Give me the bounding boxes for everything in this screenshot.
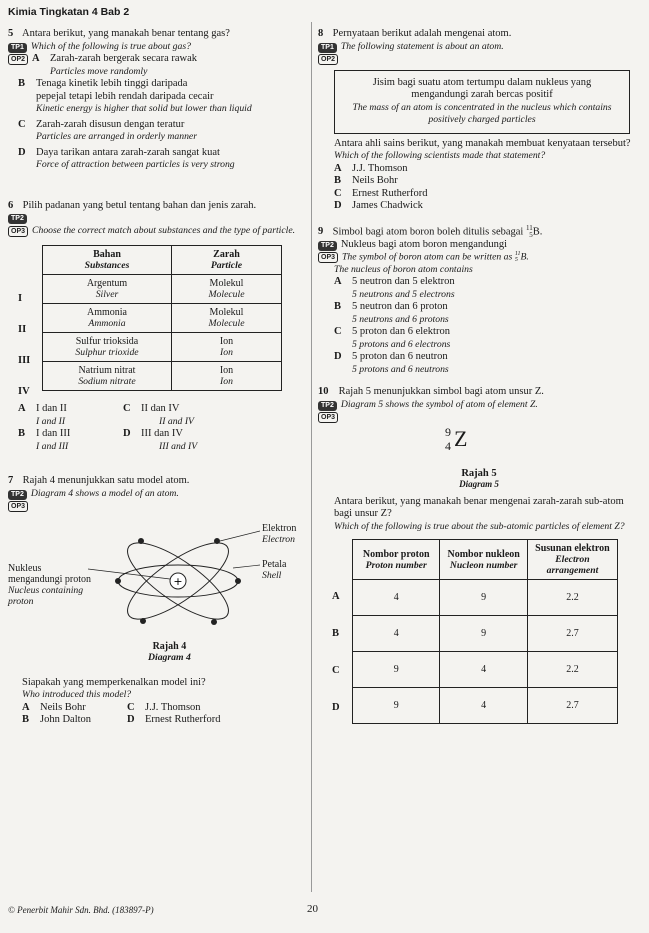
question-7 [8,475,308,727]
element-symbol: Z [454,425,468,451]
stem-en: Which of the following is true about gas? [30,40,191,52]
stem-en: Choose the correct match about substances and the type of particle. [32,224,296,236]
option-b[interactable]: I dan III [36,428,71,439]
option-c-bm[interactable]: Zarah-zarah disusun dengan teratur [36,118,185,130]
table-row[interactable] [353,688,618,724]
option-c[interactable]: II dan IV [141,403,180,414]
svg-text:+: + [173,574,183,588]
electron-dot [214,538,220,544]
header-proton-en: Proton number [365,559,427,571]
sub-stem-bm: Nukleus bagi atom boron mengandungi [340,238,508,250]
electron-dot [235,578,241,584]
cell-electron: 2.2 [527,580,617,616]
stem-en: Diagram 4 shows a model of an atom. [30,487,179,499]
cell-substance-en: Sodium nitrate [78,376,136,387]
option-d-en: III and IV [159,440,198,452]
question-number: 7 [8,475,14,486]
option-a[interactable]: Neils Bohr [40,701,86,713]
cell-substance-bm: Ammonia [87,307,127,318]
electron-label-bm: Elektron [262,522,297,534]
option-d[interactable]: III dan IV [141,428,183,439]
cell-substance-en: Sulphur trioxide [75,347,139,358]
option-letter: B [18,428,26,439]
option-b-en: Kinetic energy is higher that solid but lower than liquid [36,103,252,114]
tp-badge: TP1 [8,43,27,53]
option-letter: B [18,78,26,89]
option-letter: A [18,403,26,414]
stem-en: The symbol of boron atom can be written as [342,251,513,263]
tp-badge: TP2 [318,401,337,411]
atomic-number: 5 [529,230,533,239]
electron-dot [140,618,146,624]
option-a[interactable]: I dan II [36,403,67,414]
op-badge: OP3 [8,226,28,237]
option-b[interactable]: John Dalton [40,714,92,725]
mass-number-en: 11 [514,251,521,257]
cell-electron: 2.7 [527,616,617,652]
option-c[interactable]: Ernest Rutherford [352,187,428,199]
publisher-footer: © Penerbit Mahir Sdn. Bhd. (183897-P) [8,905,154,915]
cell-nucleon: 4 [440,652,527,688]
option-d[interactable]: Ernest Rutherford [145,714,221,725]
cell-nucleon: 9 [440,616,527,652]
electron-label [262,523,296,545]
option-letter: A [334,276,342,288]
option-c-en: 5 protons and 6 electrons [352,338,451,350]
nucleus-label [8,563,91,607]
stem-bm: Pilih padanan yang betul tentang bahan dan jenis zarah. [22,199,257,211]
electron-dot [115,578,121,584]
option-letter: D [334,200,342,211]
header-particle-en: Particle [210,260,243,271]
option-a[interactable]: J.J. Thomson [352,162,408,174]
shell-label [262,559,286,581]
option-letter: D [127,714,135,725]
stem-bm: Rajah 4 menunjukkan satu model atom. [22,475,190,486]
stem-en: Diagram 5 shows the symbol of atom of element Z. [340,398,538,410]
element-z-symbol [318,426,640,464]
nucleus-label-en2: proton [8,595,34,607]
atomic-number-en: 5 [514,257,518,263]
stem-period-en: . [526,251,529,263]
substance-table [42,245,282,391]
cell-substance-bm: Sulfur trioksida [75,336,139,347]
diagram-4-caption [148,641,191,663]
option-a-en: I and II [36,415,66,427]
cell-substance-en: Ammonia [88,318,126,329]
element-symbol: B [532,225,540,237]
question-number: 5 [8,28,14,39]
q10-question-bm: Antara berikut, yang manakah benar mengenai zarah-zarah sub-atom bagi unsur Z? [334,495,624,520]
cell-particle-en: Ion [220,347,233,358]
q7-question-bm: Siapakah yang memperkenalkan model ini? [22,676,206,688]
option-d-en: 5 protons and 6 neutrons [352,363,449,375]
caption-en: Diagram 4 [148,651,191,663]
row-label: IV [18,386,30,397]
row-label: I [18,293,23,304]
statement-en: The mass of an atom is concentrated in the nucleus which contains positively charged particles [352,101,612,125]
caption-en: Diagram 5 [459,478,499,489]
q6-options [18,403,308,453]
caption-bm: Rajah 5 [461,467,497,479]
option-c[interactable]: J.J. Thomson [145,701,201,713]
op-badge: OP3 [318,412,338,423]
header-substance-en: Substances [84,260,130,271]
cell-nucleon: 4 [440,688,527,724]
electron-dot [211,619,217,625]
electron-label-en: Electron [262,533,295,545]
row-label: A [332,591,340,603]
table-row [43,275,282,304]
cell-proton: 9 [353,652,440,688]
atomic-number: 4 [445,438,451,453]
option-d-bm[interactable]: Daya tarikan antara zarah-zarah sangat kuat [36,146,220,158]
op-badge: OP2 [8,54,28,65]
question-6 [8,200,308,454]
cell-particle-en: Molecule [208,289,245,300]
option-letter: D [18,146,26,158]
cell-substance-bm: Natrium nitrat [78,365,136,376]
tp-badge: TP2 [318,241,337,251]
option-d-en: Force of attraction between particles is very strong [36,159,235,170]
cell-substance-bm: Argentum [86,278,128,289]
boron-symbol-indices [526,225,533,239]
option-letter: C [123,403,131,414]
option-c-en: II and IV [159,415,194,427]
cell-particle-bm: Ion [219,336,234,347]
mass-number: 11 [525,223,533,232]
question-number: 10 [318,386,329,398]
row-label: C [332,665,340,677]
nucleus-label-bm2: mengandungi proton [8,573,92,585]
row-label: II [18,324,27,335]
option-b[interactable]: Neils Bohr [352,175,398,186]
option-letter: A [32,53,40,64]
cell-particle-bm: Ion [219,365,234,376]
cell-proton: 9 [353,688,440,724]
subatomic-table-wrapper [332,539,640,724]
subatomic-table [352,539,618,724]
cell-proton: 4 [353,580,440,616]
column-divider [311,22,312,892]
header-electron-bm: Susunan elektron [535,543,610,555]
option-letter: D [334,351,342,363]
atom-diagram [8,513,308,671]
left-column [8,28,308,727]
option-a[interactable]: 5 neutron dan 5 elektron [352,276,455,288]
question-number: 8 [318,28,324,39]
cell-particle-en: Ion [220,376,233,387]
cell-particle-bm: Molekul [209,278,244,289]
mass-number: 9 [445,424,451,439]
option-letter: C [127,701,135,713]
question-9 [318,225,640,377]
cell-substance-en: Silver [95,289,119,300]
option-letter: A [334,162,342,174]
option-a-en: Particles move randomly [50,65,148,77]
header-substance-bm: Bahan [93,249,121,260]
shell-label-en: Shell [262,569,282,581]
stem-bm: Rajah 5 menunjukkan simbol bagi atom unsur Z. [338,386,544,398]
cell-particle-en: Molecule [208,318,245,329]
option-c-en: Particles are arranged in orderly manner [36,131,197,142]
tp-badge: TP2 [8,490,27,500]
question-8 [318,28,640,213]
header-particle-bm: Zarah [213,249,240,260]
cell-particle-bm: Molekul [209,307,244,318]
option-letter: B [334,175,342,186]
stem-period: . [539,225,543,237]
chapter-header: Kimia Tingkatan 4 Bab 2 [8,6,130,18]
stem-bm: Antara berikut, yang manakah benar tentang gas? [22,28,230,39]
question-number: 6 [8,199,14,211]
table-row [43,304,282,333]
table-row[interactable] [353,616,618,652]
op-badge: OP3 [8,501,28,512]
option-c[interactable]: 5 proton dan 6 elektron [352,326,450,338]
row-label: D [332,702,340,714]
cell-nucleon: 9 [440,580,527,616]
question-10 [318,386,640,724]
option-b-en: I and III [36,440,69,452]
option-b[interactable]: 5 neutron dan 6 proton [352,301,448,313]
table-row[interactable] [353,652,618,688]
row-label: B [332,628,340,640]
substance-table-wrapper [18,245,308,397]
shell-label-bm: Petala [262,558,287,570]
option-b-bm[interactable]: Tenaga kinetik lebih tinggi daripada pepejal tetapi lebih rendah daripada cecair [36,78,214,102]
table-row [43,333,282,362]
option-a-en: 5 neutrons and 5 electrons [352,288,455,300]
page-number: 20 [307,903,318,915]
op-badge: OP3 [318,252,338,263]
option-letter: D [123,428,131,439]
q10-question-en: Which of the following is true about the sub-atomic particles of element Z? [334,520,625,532]
tp-badge: TP2 [8,214,27,224]
header-nucleon-bm: Nombor nukleon [447,548,520,560]
sub-stem-en: The nucleus of boron atom contains [334,263,473,275]
cell-electron: 2.7 [527,688,617,724]
stem-bm: Pernyataan berikut adalah mengenai atom. [332,28,512,39]
nucleus-label-en: Nucleus containing [8,584,84,596]
diagram-5-caption [318,468,640,490]
q8-question-en: Which of the following scientists made that statement? [334,150,546,161]
question-number: 9 [318,225,324,237]
option-d[interactable]: 5 proton dan 6 neutron [352,351,448,363]
table-row[interactable] [353,580,618,616]
cell-electron: 2.2 [527,652,617,688]
element-symbol-en: B [520,251,527,263]
option-letter: B [334,301,342,313]
question-5 [8,28,308,172]
statement-box [334,70,630,134]
header-proton-bm: Nombor proton [362,548,430,560]
table-row [43,362,282,391]
option-d[interactable]: James Chadwick [352,200,423,211]
option-a-bm[interactable]: Zarah-zarah bergerak secara rawak [50,53,198,64]
nucleus-label-bm: Nukleus [8,562,42,574]
option-letter: C [334,187,342,199]
option-letter: B [22,714,30,725]
electron-dot [138,538,144,544]
stem-en: The following statement is about an atom. [340,40,504,52]
row-label: III [18,355,31,366]
option-letter: C [334,326,342,338]
q7-question-en: Who introduced this model? [22,689,132,700]
header-electron-en: Electron arrangement [546,554,599,577]
header-nucleon-en: Nucleon number [449,559,518,571]
option-letter: A [22,701,30,713]
stem-bm: Simbol bagi atom boron boleh ditulis sebagai [332,225,524,237]
right-column [318,28,640,724]
op-badge: OP2 [318,54,338,65]
cell-proton: 4 [353,616,440,652]
caption-bm: Rajah 4 [152,640,187,652]
statement-bm: Jisim bagi suatu atom tertumpu dalam nukleus yang mengandungi zarah bercas positif [372,76,592,100]
tp-badge: TP1 [318,43,337,53]
option-letter: C [18,118,26,130]
option-b-en: 5 neutrons and 6 protons [352,313,449,325]
q8-question-bm: Antara ahli sains berikut, yang manakah membuat kenyataan tersebut? [334,137,631,149]
